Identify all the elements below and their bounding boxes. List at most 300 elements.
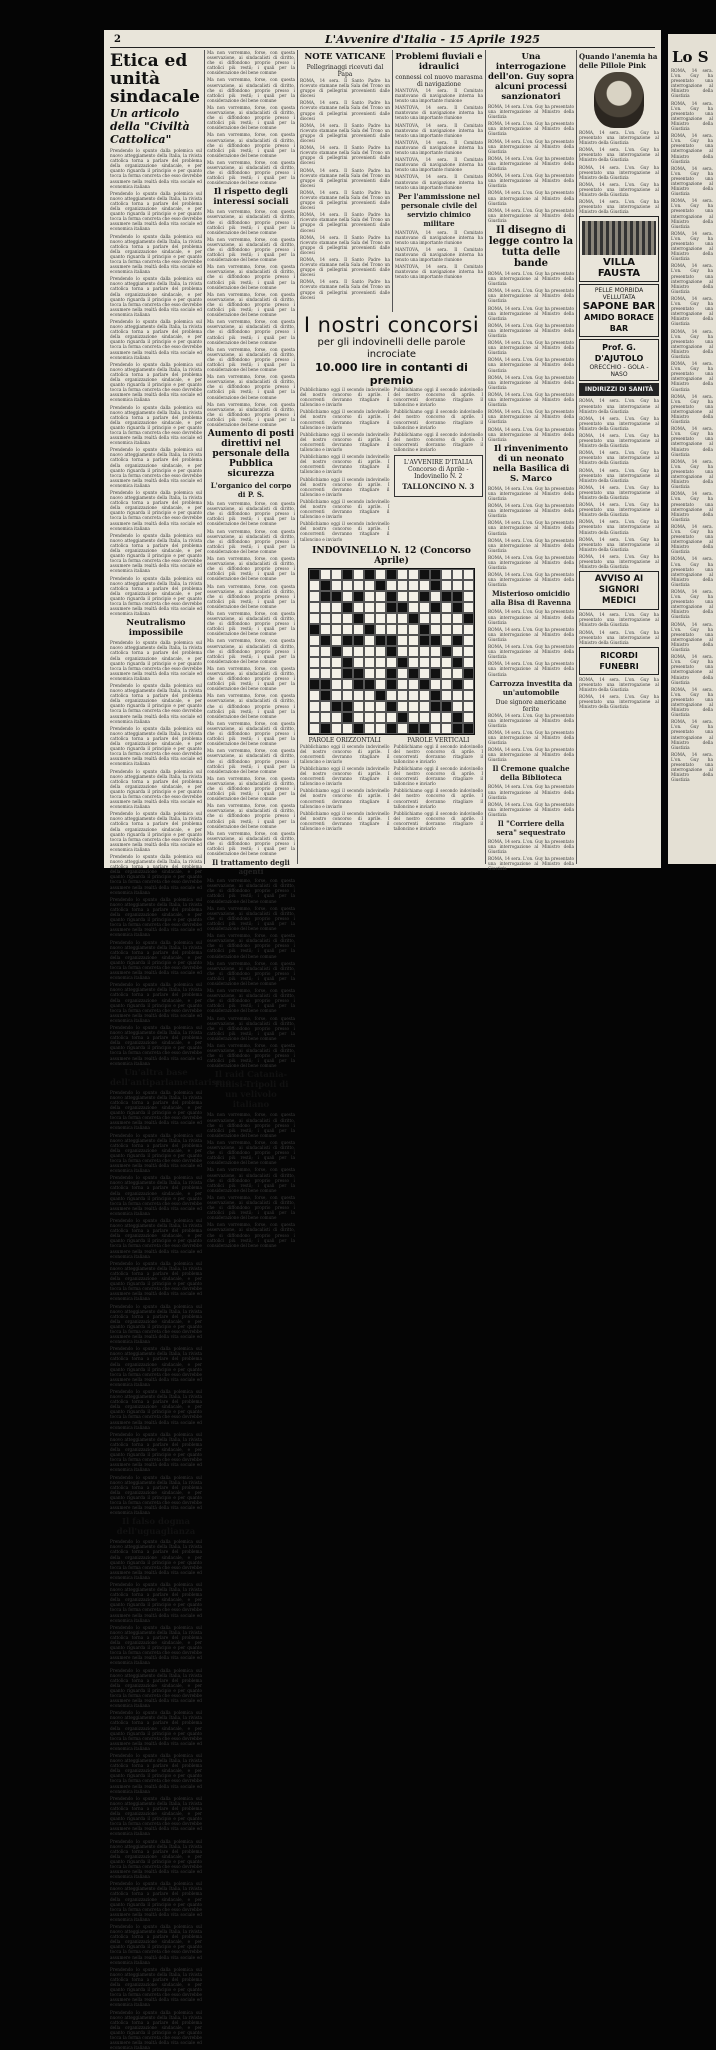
section-heading: Il rinvenimento di un neonato nella Basilica di S. Marco <box>488 444 574 484</box>
body-text: ROMA, 14 sera. L'on. Guy ha presentato una interrogazione al Ministro della Giustizia <box>579 199 659 214</box>
crossword-black-cell <box>342 657 353 668</box>
crossword-cell <box>441 624 452 635</box>
crossword-black-cell <box>397 657 408 668</box>
body-text: Prendendo lo spunto dalla polemica sul nuovo atteggiamento della Italia, la rivista cattolica torna a parlare del problema della organizzazione sindacale, e per quanto riguarda il principio e per quanto tocca la forma concreta che esso dovrebbe assumere nella realtà della vita sociale ed economica italiana <box>110 769 202 810</box>
crossword-cell <box>397 701 408 712</box>
crossword-black-cell <box>386 569 397 580</box>
body-text: ROMA, 14 sera. L'on. Guy ha presentato una interrogazione al Ministro della Giustizia <box>488 856 574 871</box>
body-text: Prendendo lo spunto dalla polemica sul nuovo atteggiamento della Italia, la rivista cattolica torna a parlare del problema della organizzazione sindacale, e per quanto riguarda il principio e per quanto tocca la forma concreta che esso dovrebbe assumere nella realtà della vita sociale ed economica italiana <box>110 1796 202 1837</box>
section-subheading: Due signore americane ferite <box>488 699 574 713</box>
body-text: ROMA, 14 sera. Il Santo Padre ha ricevuto stamane nella Sala del Trono un gruppo di pellegrini provenienti dalle diocesi <box>300 168 390 188</box>
body-text: Pubblichiamo oggi il secondo indovinello del nostro concorso di aprile. I concorrenti dovranno ritagliare il talloncino e inviarlo <box>394 432 484 452</box>
body-text: Ma non vorremmo, forse, con questa osservazione, ai sindacalisti di diritto, che si diffondono proprio presso i cattolici più restii; i quali per la considerazione del bene comune <box>207 611 295 636</box>
body-text: Pubblichiamo oggi il secondo indovinello del nostro concorso di aprile. I concorrenti dovranno ritagliare il talloncino e inviarlo <box>394 744 484 764</box>
crossword-cell <box>375 602 386 613</box>
body-text: Pubblichiamo oggi il secondo indovinello del nostro concorso di aprile. I concorrenti dovranno ritagliare il talloncino e inviarlo <box>300 387 390 407</box>
body-text: Prendendo lo spunto dalla polemica sul nuovo atteggiamento della Italia, la rivista cattolica torna a parlare del problema della organizzazione sindacale, e per quanto riguarda il principio e per quanto tocca la forma concreta che esso dovrebbe assumere nella realtà della vita sociale ed economica italiana <box>110 447 202 488</box>
crossword-cell <box>441 569 452 580</box>
body-text: ROMA, 14 sera. L'on. Guy ha presentato una interrogazione al Ministro della Giustizia <box>488 156 574 171</box>
body-text: Prendendo lo spunto dalla polemica sul nuovo atteggiamento della Italia, la rivista cattolica torna a parlare del problema della organizzazione sindacale, e per quanto riguarda il principio e per quanto tocca la forma concreta che esso dovrebbe assumere nella realtà della vita sociale ed economica italiana <box>110 982 202 1023</box>
crossword-cell <box>419 701 430 712</box>
crossword-black-cell <box>353 635 364 646</box>
body-text: ROMA, 14 sera. Il Santo Padre ha ricevuto stamane nella Sala del Trono un gruppo di pellegrini provenienti dalle diocesi <box>300 123 390 143</box>
indirizzi-title: INDIRIZZI DI SANITÀ <box>582 386 656 393</box>
body-text: ROMA, 14 sera. L'on. Guy ha presentato una interrogazione al Ministro della Giustizia <box>488 392 574 407</box>
crossword-black-cell <box>419 591 430 602</box>
body-text: Prendendo lo spunto dalla polemica sul nuovo atteggiamento della Italia, la rivista cattolica torna a parlare del problema della organizzazione sindacale, e per quanto riguarda il principio e per quanto tocca la forma concreta che esso dovrebbe assumere nella realtà della vita sociale ed economica italiana <box>110 897 202 938</box>
crossword-black-cell <box>397 602 408 613</box>
crossword-cell <box>463 580 474 591</box>
body-text: ROMA, 14 sera. L'on. Guy ha presentato una interrogazione al Ministro della Giustizia <box>579 416 659 431</box>
body-text: Prendendo lo spunto dalla polemica sul nuovo atteggiamento della Italia, la rivista cattolica torna a parlare del problema della organizzazione sindacale, e per quanto riguarda il principio e per quanto tocca la forma concreta che esso dovrebbe assumere nella realtà della vita sociale ed economica italiana <box>110 2010 202 2050</box>
body-text: Ma non vorremmo, forse, con questa osservazione, ai sindacalisti di diritto, che si diffondono proprio presso i cattolici più restii; i quali per la considerazione del bene comune <box>207 831 295 856</box>
body-text: Pubblichiamo oggi il secondo indovinello del nostro concorso di aprile. I concorrenti dovranno ritagliare il talloncino e inviarlo <box>300 432 390 452</box>
crossword-black-cell <box>463 668 474 679</box>
crossword-cell <box>342 624 353 635</box>
crossword-cell <box>320 613 331 624</box>
body-text: Prendendo lo spunto dalla polemica sul nuovo atteggiamento della Italia, la rivista cattolica torna a parlare del problema della organizzazione sindacale, e per quanto riguarda il principio e per quanto tocca la forma concreta che esso dovrebbe assumere nella realtà della vita sociale ed economica italiana <box>110 576 202 617</box>
crossword-cell <box>441 580 452 591</box>
crossword-cell <box>342 591 353 602</box>
body-text: Ma non vorremmo, forse, con questa osservazione, ai sindacalisti di diritto, che si diffondono proprio presso i cattolici più restii; i quali per la considerazione del bene comune <box>207 1195 295 1220</box>
body-text: Prendendo lo spunto dalla polemica sul nuovo atteggiamento della Italia, la rivista cattolica torna a parlare del problema della organizzazione sindacale, e per quanto riguarda il principio e per quanto tocca la forma concreta che esso dovrebbe assumere nella realtà della vita sociale ed economica italiana <box>110 1432 202 1473</box>
body-text: Prendendo lo spunto dalla polemica sul nuovo atteggiamento della Italia, la rivista cattolica torna a parlare del problema della organizzazione sindacale, e per quanto riguarda il principio e per quanto tocca la forma concreta che esso dovrebbe assumere nella realtà della vita sociale ed economica italiana <box>110 1346 202 1387</box>
crossword-cell <box>309 591 320 602</box>
crossword-black-cell <box>309 624 320 635</box>
crossword-cell <box>452 701 463 712</box>
ad-avviso <box>579 571 659 610</box>
section-heading: Il disegno di legge contro la tutta delle bande <box>488 225 574 269</box>
crossword-cell <box>452 580 463 591</box>
body-text: Prendendo lo spunto dalla polemica sul nuovo atteggiamento della Italia, la rivista cattolica torna a parlare del problema della organizzazione sindacale, e per quanto riguarda il principio e per quanto tocca la forma concreta che esso dovrebbe assumere nella realtà della vita sociale ed economica italiana <box>110 1218 202 1259</box>
crossword-cell <box>320 624 331 635</box>
crossword-cell <box>364 701 375 712</box>
body-text: ROMA, 14 sera. L'on. Guy ha presentato una interrogazione al Ministro della Giustizia <box>671 68 713 99</box>
crossword-cell <box>463 635 474 646</box>
crossword-cell <box>375 591 386 602</box>
body-text: ROMA, 14 sera. Il Santo Padre ha ricevuto stamane nella Sala del Trono un gruppo di pellegrini provenienti dalle diocesi <box>300 145 390 165</box>
crossword-black-cell <box>386 646 397 657</box>
crossword-cell <box>375 624 386 635</box>
crossword-black-cell <box>364 679 375 690</box>
body-text: ROMA, 14 sera. Il Santo Padre ha ricevuto stamane nella Sala del Trono un gruppo di pellegrini provenienti dalle diocesi <box>300 100 390 120</box>
body-text: Prendendo lo spunto dalla polemica sul nuovo atteggiamento della Italia, la rivista cattolica torna a parlare del problema della organizzazione sindacale, e per quanto riguarda il principio e per quanto tocca la forma concreta che esso dovrebbe assumere nella realtà della vita sociale ed economica italiana <box>110 1710 202 1751</box>
crossword-cell <box>408 569 419 580</box>
body-text: ROMA, 14 sera. L'on. Guy ha presentato una interrogazione al Ministro della Giustizia <box>671 491 713 522</box>
body-text: ROMA, 14 sera. L'on. Guy ha presentato una interrogazione al Ministro della Giustizia <box>579 468 659 483</box>
crossword-black-cell <box>331 591 342 602</box>
body-text: Prendendo lo spunto dalla polemica sul nuovo atteggiamento della Italia, la rivista cattolica torna a parlare del problema della organizzazione sindacale, e per quanto riguarda il principio e per quanto tocca la forma concreta che esso dovrebbe assumere nella realtà della vita sociale ed economica italiana <box>110 1625 202 1666</box>
body-text: ROMA, 14 sera. Il Santo Padre ha ricevuto stamane nella Sala del Trono un gruppo di pellegrini provenienti dalle diocesi <box>300 78 390 98</box>
portrait-image <box>594 72 644 128</box>
crossword-cell <box>331 635 342 646</box>
crossword-black-cell <box>430 580 441 591</box>
body-text: ROMA, 14 sera. Il Santo Padre ha ricevuto stamane nella Sala del Trono un gruppo di pellegrini provenienti dalle diocesi <box>300 235 390 255</box>
crossword-cell <box>397 569 408 580</box>
main-subheadline: Un articolo della "Civiltà Cattolica" <box>110 107 202 146</box>
body-text: ROMA, 14 sera. L'on. Guy ha presentato una interrogazione al Ministro della Giustizia <box>671 361 713 392</box>
crossword-cell <box>419 580 430 591</box>
body-text: Prendendo lo spunto dalla polemica sul nuovo atteggiamento della Italia, la rivista cattolica torna a parlare del problema della organizzazione sindacale, e per quanto riguarda il principio e per quanto tocca la forma concreta che esso dovrebbe assumere nella realtà della vita sociale ed economica italiana <box>110 1175 202 1216</box>
body-text: Ma non vorremmo, forse, con questa osservazione, ai sindacalisti di diritto, che si diffondono proprio presso i cattolici più restii; i quali per la considerazione del bene comune <box>207 347 295 372</box>
body-text: MANTOVA, 14 sera. Il Comitato mantovano di navigazione interna ha tenuto una importante riunione <box>395 174 483 189</box>
crossword-cell <box>309 646 320 657</box>
crossword-black-cell <box>342 602 353 613</box>
crossword-black-cell <box>408 723 419 734</box>
crossword-grid <box>308 568 475 735</box>
crossword-black-cell <box>320 635 331 646</box>
body-text: Prendendo lo spunto dalla polemica sul nuovo atteggiamento della Italia, la rivista cattolica torna a parlare del problema della organizzazione sindacale, e per quanto riguarda il principio e per quanto tocca la forma concreta che esso dovrebbe assumere nella realtà della vita sociale ed economica italiana <box>110 319 202 360</box>
crossword-cell <box>397 668 408 679</box>
body-text: Prendendo lo spunto dalla polemica sul nuovo atteggiamento della Italia, la rivista cattolica torna a parlare del problema della organizzazione sindacale, e per quanto riguarda il principio e per quanto tocca la forma concreta che esso dovrebbe assumere nella realtà della vita sociale ed economica italiana <box>110 1133 202 1174</box>
body-text: Ma non vorremmo, forse, con questa osservazione, ai sindacalisti di diritto, che si diffondono proprio presso i cattolici più restii; i quali per la considerazione del bene comune <box>207 160 295 185</box>
ricordi-title: RICORDI FUNEBRI <box>582 650 656 672</box>
crossword-black-cell <box>386 602 397 613</box>
crossword-black-cell <box>452 712 463 723</box>
clue-header: PAROLE VERTICALI <box>394 737 484 744</box>
body-text: Ma non vorremmo, forse, con questa osservazione, ai sindacalisti di diritto, che si diffondono proprio presso i cattolici più restii; i quali per la considerazione del bene comune <box>207 105 295 130</box>
crossword-cell <box>441 668 452 679</box>
crossword-black-cell <box>430 569 441 580</box>
coupon[interactable] <box>394 455 484 497</box>
body-text: ROMA, 14 sera. L'on. Guy ha presentato una interrogazione al Ministro della Giustizia <box>488 555 574 570</box>
newspaper-page <box>104 30 661 868</box>
body-text: ROMA, 14 sera. L'on. Guy ha presentato una interrogazione al Ministro della Giustizia <box>488 306 574 321</box>
ad-indirizzi <box>579 383 659 396</box>
crossword-cell <box>320 602 331 613</box>
crossword-cell <box>408 701 419 712</box>
crossword-cell <box>309 635 320 646</box>
villa-name: VILLA FAUSTA <box>582 257 656 279</box>
crossword-black-cell <box>320 591 331 602</box>
body-text: Prendendo lo spunto dalla polemica sul nuovo atteggiamento della Italia, la rivista cattolica torna a parlare del problema della organizzazione sindacale, e per quanto riguarda il principio e per quanto tocca la forma concreta che esso dovrebbe assumere nella realtà della vita sociale ed economica italiana <box>110 533 202 574</box>
crossword-black-cell <box>353 613 364 624</box>
crossword-cell <box>386 712 397 723</box>
crossword-black-cell <box>309 569 320 580</box>
crossword-cell <box>331 690 342 701</box>
body-text: Ma non vorremmo, forse, con questa osservazione, ai sindacalisti di diritto, che si diffondono proprio presso i cattolici più restii; i quali per la considerazione del bene comune <box>207 1112 295 1137</box>
crossword-cell <box>320 701 331 712</box>
crossword-black-cell <box>441 646 452 657</box>
body-text: Ma non vorremmo, forse, con questa osservazione, ai sindacalisti di diritto, che si diffondono proprio presso i cattolici più restii; i quali per la considerazione del bene comune <box>207 584 295 609</box>
body-text: Pubblichiamo oggi il secondo indovinello del nostro concorso di aprile. I concorrenti dovranno ritagliare il talloncino e inviarlo <box>300 499 390 519</box>
section-heading: Aumento di posti direttivi nel personale della Pubblica sicurezza <box>207 429 295 479</box>
body-text: Prendendo lo spunto dalla polemica sul nuovo atteggiamento della Italia, la rivista cattolica torna a parlare del problema della organizzazione sindacale, e per quanto riguarda il principio e per quanto tocca la forma concreta che esso dovrebbe assumere nella realtà della vita sociale ed economica italiana <box>110 854 202 895</box>
crossword-cell <box>419 657 430 668</box>
section-heading: Il Cremone qualche della Biblioteca <box>488 764 574 782</box>
crossword-cell <box>408 580 419 591</box>
crossword-cell <box>375 712 386 723</box>
body-text: ROMA, 14 sera. L'on. Guy ha presentato una interrogazione al Ministro della Giustizia <box>488 503 574 518</box>
column-1 <box>110 50 202 864</box>
body-text: MANTOVA, 14 sera. Il Comitato mantovano di navigazione interna ha tenuto una importante riunione <box>395 88 483 103</box>
section-heading: Il trattamento degli agenti <box>207 858 295 876</box>
body-text: ROMA, 14 sera. L'on. Guy ha presentato una interrogazione al Ministro della Giustizia <box>671 524 713 555</box>
section-heading: Il rispetto degli interessi sociali <box>207 187 295 207</box>
crossword-cell <box>386 657 397 668</box>
body-text: ROMA, 14 sera. L'on. Guy ha presentato una interrogazione al Ministro della Giustizia <box>488 661 574 676</box>
body-text: ROMA, 14 sera. L'on. Guy ha presentato una interrogazione al Ministro della Giustizia <box>671 752 713 783</box>
crossword-cell <box>309 668 320 679</box>
body-text: ROMA, 14 sera. L'on. Guy ha presentato una interrogazione al Ministro della Giustizia <box>671 589 713 620</box>
crossword-cell <box>331 679 342 690</box>
crossword-cell <box>408 591 419 602</box>
crossword-black-cell <box>309 679 320 690</box>
body-text: ROMA, 14 sera. L'on. Guy ha presentato una interrogazione al Ministro della Giustizia <box>488 486 574 501</box>
crossword-cell <box>463 679 474 690</box>
crossword-cell <box>364 712 375 723</box>
body-text: ROMA, 14 sera. L'on. Guy ha presentato una interrogazione al Ministro della Giustizia <box>579 433 659 448</box>
body-text: Ma non vorremmo, forse, con questa osservazione, ai sindacalisti di diritto, che si diffondono proprio presso i cattolici più restii; i quali per la considerazione del bene comune <box>207 988 295 1013</box>
crossword-black-cell <box>419 635 430 646</box>
crossword-cell <box>408 712 419 723</box>
body-text: ROMA, 14 sera. L'on. Guy ha presentato una interrogazione al Ministro della Giustizia <box>671 719 713 750</box>
crossword-cell <box>408 602 419 613</box>
crossword-black-cell <box>430 701 441 712</box>
crossword-cell <box>353 569 364 580</box>
crossword-cell <box>452 646 463 657</box>
crossword-black-cell <box>320 679 331 690</box>
body-text: ROMA, 14 sera. L'on. Guy ha presentato una interrogazione al Ministro della Giustizia <box>488 121 574 136</box>
body-text: ROMA, 14 sera. L'on. Guy ha presentato una interrogazione al Ministro della Giustizia <box>488 288 574 303</box>
crossword-cell <box>430 646 441 657</box>
contest-title: I nostri concorsi <box>300 314 483 337</box>
crossword-cell <box>386 580 397 591</box>
crossword-black-cell <box>353 668 364 679</box>
crossword-cell <box>397 613 408 624</box>
crossword-black-cell <box>342 569 353 580</box>
crossword-cell <box>463 690 474 701</box>
crossword-black-cell <box>364 569 375 580</box>
crossword-cell <box>430 657 441 668</box>
body-text: ROMA, 14 sera. L'on. Guy ha presentato una interrogazione al Ministro della Giustizia <box>579 130 659 145</box>
body-text: Ma non vorremmo, forse, con questa osservazione, ai sindacalisti di diritto, che si diffondono proprio presso i cattolici più restii; i quali per la considerazione del bene comune <box>207 237 295 262</box>
body-text: ROMA, 14 sera. L'on. Guy ha presentato una interrogazione al Ministro della Giustizia <box>579 694 659 709</box>
body-text: Ma non vorremmo, forse, con questa osservazione, ai sindacalisti di diritto, che si diffondono proprio presso i cattolici più restii; i quali per la considerazione del bene comune <box>207 878 295 903</box>
crossword-cell <box>386 624 397 635</box>
crossword-cell <box>364 668 375 679</box>
column-rule <box>392 50 393 312</box>
crossword-black-cell <box>419 624 430 635</box>
crossword-cell <box>331 580 342 591</box>
crossword-black-cell <box>419 569 430 580</box>
body-text: ROMA, 14 sera. L'on. Guy ha presentato una interrogazione al Ministro della Giustizia <box>488 713 574 728</box>
puzzle-clues <box>300 737 483 834</box>
body-text: ROMA, 14 sera. L'on. Guy ha presentato una interrogazione al Ministro della Giustizia <box>579 554 659 569</box>
body-text: ROMA, 14 sera. L'on. Guy ha presentato una interrogazione al Ministro della Giustizia <box>488 839 574 854</box>
body-text: ROMA, 14 sera. L'on. Guy ha presentato una interrogazione al Ministro della Giustizia <box>579 677 659 692</box>
body-text: ROMA, 14 sera. L'on. Guy ha presentato una interrogazione al Ministro della Giustizia <box>671 654 713 685</box>
crossword-cell <box>331 712 342 723</box>
crossword-cell <box>419 712 430 723</box>
crossword-black-cell <box>386 723 397 734</box>
body-text: Ma non vorremmo, forse, con questa osservazione, ai sindacalisti di diritto, che si diffondono proprio presso i cattolici più restii; i quali per la considerazione del bene comune <box>207 803 295 828</box>
ad-headline: Quando l'anemia ha delle Pillole Pink <box>579 52 659 70</box>
body-text: Ma non vorremmo, forse, con questa osservazione, ai sindacalisti di diritto, che si diffondono proprio presso i cattolici più restii; i quali per la considerazione del bene comune <box>207 1043 295 1068</box>
body-text: MANTOVA, 14 sera. Il Comitato mantovano di navigazione interna ha tenuto una importante riunione <box>395 247 483 262</box>
body-text: Ma non vorremmo, forse, con questa osservazione, ai sindacalisti di diritto, che si diffondono proprio presso i cattolici più restii; i quali per la considerazione del bene comune <box>207 1222 295 1247</box>
crossword-cell <box>375 701 386 712</box>
crossword-cell <box>364 646 375 657</box>
body-text: Prendendo lo spunto dalla polemica sul nuovo atteggiamento della Italia, la rivista cattolica torna a parlare del problema della organizzazione sindacale, e per quanto riguarda il principio e per quanto tocca la forma concreta che esso dovrebbe assumere nella realtà della vita sociale ed economica italiana <box>110 234 202 275</box>
body-text: ROMA, 14 sera. L'on. Guy ha presentato una interrogazione al Ministro della Giustizia <box>671 687 713 718</box>
contest-subtitle: per gli indovinelli delle parole incrociate <box>300 337 483 361</box>
body-text: Ma non vorremmo, forse, con questa osservazione, ai sindacalisti di diritto, che si diffondono proprio presso i cattolici più restii; i quali per la considerazione del bene comune <box>207 50 295 75</box>
body-text: Ma non vorremmo, forse, con questa osservazione, ai sindacalisti di diritto, che si diffondono proprio presso i cattolici più restii; i quali per la considerazione del bene comune <box>207 638 295 663</box>
body-text: Ma non vorremmo, forse, con questa osservazione, ai sindacalisti di diritto, che si diffondono proprio presso i cattolici più restii; i quali per la considerazione del bene comune <box>207 748 295 773</box>
crossword-black-cell <box>397 712 408 723</box>
section-heading: L'organico del corpo di P. S. <box>207 481 295 499</box>
crossword-cell <box>430 624 441 635</box>
body-text: Prendendo lo spunto dalla polemica sul nuovo atteggiamento della Italia, la rivista cattolica torna a parlare del problema della organizzazione sindacale, e per quanto riguarda il principio e per quanto tocca la forma concreta che esso dovrebbe assumere nella realtà della vita sociale ed economica italiana <box>110 148 202 189</box>
column-rule <box>485 50 486 864</box>
crossword-cell <box>430 613 441 624</box>
body-text: Prendendo lo spunto dalla polemica sul nuovo atteggiamento della Italia, la rivista cattolica torna a parlare del problema della organizzazione sindacale, e per quanto riguarda il principio e per quanto tocca la forma concreta che esso dovrebbe assumere nella realtà della vita sociale ed economica italiana <box>110 1475 202 1516</box>
body-text: Pubblichiamo oggi il secondo indovinello del nostro concorso di aprile. I concorrenti dovranno ritagliare il talloncino e inviarlo <box>300 744 390 764</box>
crossword-black-cell <box>452 679 463 690</box>
crossword-cell <box>364 635 375 646</box>
body-text: ROMA, 14 sera. L'on. Guy ha presentato una interrogazione al Ministro della Giustizia <box>488 139 574 154</box>
body-text: Ma non vorremmo, forse, con questa osservazione, ai sindacalisti di diritto, che si diffondono proprio presso i cattolici più restii; i quali per la considerazione del bene comune <box>207 1167 295 1192</box>
body-text: Ma non vorremmo, forse, con questa osservazione, ai sindacalisti di diritto, che si diffondono proprio presso i cattolici più restii; i quali per la considerazione del bene comune <box>207 292 295 317</box>
body-text: ROMA, 14 sera. Il Santo Padre ha ricevuto stamane nella Sala del Trono un gruppo di pellegrini provenienti dalle diocesi <box>300 279 390 299</box>
crossword-cell <box>364 591 375 602</box>
body-text: Ma non vorremmo, forse, con questa osservazione, ai sindacalisti di diritto, che si diffondono proprio presso i cattolici più restii; i quali per la considerazione del bene comune <box>207 319 295 344</box>
page-number: 2 <box>114 34 121 45</box>
crossword-cell <box>353 580 364 591</box>
crossword-cell <box>320 712 331 723</box>
crossword-cell <box>353 624 364 635</box>
crossword-cell <box>375 668 386 679</box>
crossword-cell <box>463 624 474 635</box>
body-text: MANTOVA, 14 sera. Il Comitato mantovano di navigazione interna ha tenuto una importante riunione <box>395 105 483 120</box>
body-text: Pubblichiamo oggi il secondo indovinello del nostro concorso di aprile. I concorrenti dovranno ritagliare il talloncino e inviarlo <box>394 811 484 831</box>
crossword-cell <box>463 701 474 712</box>
clue-header: PAROLE ORIZZONTALI <box>300 737 390 744</box>
crossword-black-cell <box>342 701 353 712</box>
body-text: ROMA, 14 sera. L'on. Guy ha presentato una interrogazione al Ministro della Giustizia <box>488 340 574 355</box>
crossword-black-cell <box>430 668 441 679</box>
crossword-cell <box>375 613 386 624</box>
crossword-cell <box>309 701 320 712</box>
body-text: Ma non vorremmo, forse, con questa osservazione, ai sindacalisti di diritto, che si diffondono proprio presso i cattolici più restii; i quali per la considerazione del bene comune <box>207 529 295 554</box>
crossword-cell <box>386 690 397 701</box>
body-text: Pubblichiamo oggi il secondo indovinello del nostro concorso di aprile. I concorrenti dovranno ritagliare il talloncino e inviarlo <box>394 387 484 407</box>
body-text: ROMA, 14 sera. L'on. Guy ha presentato una interrogazione al Ministro della Giustizia <box>579 165 659 180</box>
crossword-black-cell <box>430 635 441 646</box>
body-text: ROMA, 14 sera. L'on. Guy ha presentato una interrogazione al Ministro della Giustizia <box>488 609 574 624</box>
crossword-cell <box>452 624 463 635</box>
perle-name: PELLE MORBIDA VELLUTATA <box>582 287 656 301</box>
crossword-black-cell <box>386 701 397 712</box>
body-text: ROMA, 14 sera. L'on. Guy ha presentato una interrogazione al Ministro della Giustizia <box>488 520 574 535</box>
body-text: ROMA, 14 sera. L'on. Guy ha presentato una interrogazione al Ministro della Giustizia <box>579 612 659 627</box>
contest-prize: 10.000 lire in contanti di premio <box>300 361 483 387</box>
crossword-black-cell <box>342 712 353 723</box>
crossword-cell <box>463 591 474 602</box>
ads-column <box>579 50 659 864</box>
body-text: ROMA, 14 sera. L'on. Guy ha presentato una interrogazione al Ministro della Giustizia <box>488 271 574 286</box>
crossword-cell <box>342 613 353 624</box>
body-text: Prendendo lo spunto dalla polemica sul nuovo atteggiamento della Italia, la rivista cattolica torna a parlare del problema della organizzazione sindacale, e per quanto riguarda il principio e per quanto tocca la forma concreta che esso dovrebbe assumere nella realtà della vita sociale ed economica italiana <box>110 191 202 232</box>
body-text: ROMA, 14 sera. L'on. Guy ha presentato una interrogazione al Ministro della Giustizia <box>671 296 713 327</box>
body-text: Ma non vorremmo, forse, con questa osservazione, ai sindacalisti di diritto, che si diffondono proprio presso i cattolici più restii; i quali per la considerazione del bene comune <box>207 132 295 157</box>
puzzle-title: INDOVINELLO N. 12 (Concorso Aprile) <box>300 546 483 566</box>
body-text: Prendendo lo spunto dalla polemica sul nuovo atteggiamento della Italia, la rivista cattolica torna a parlare del problema della organizzazione sindacale, e per quanto riguarda il principio e per quanto tocca la forma concreta che esso dovrebbe assumere nella realtà della vita sociale ed economica italiana <box>110 683 202 724</box>
crossword-black-cell <box>408 613 419 624</box>
crossword-black-cell <box>452 635 463 646</box>
crossword-cell <box>463 569 474 580</box>
column-rule <box>204 50 205 864</box>
crossword-cell <box>408 646 419 657</box>
body-text: Ma non vorremmo, forse, con questa osservazione, ai sindacalisti di diritto, che si diffondono proprio presso i cattolici più restii; i quali per la considerazione del bene comune <box>207 77 295 102</box>
body-text: Ma non vorremmo, forse, con questa osservazione, ai sindacalisti di diritto, che si diffondono proprio presso i cattolici più restii; i quali per la considerazione del bene comune <box>207 209 295 234</box>
crossword-cell <box>419 690 430 701</box>
crossword-cell <box>364 602 375 613</box>
masthead <box>110 33 655 48</box>
body-text: ROMA, 14 sera. L'on. Guy ha presentato una interrogazione al Ministro della Giustizia <box>671 166 713 197</box>
section-heading: Problemi fluviali e idraulici <box>395 52 483 72</box>
crossword-cell <box>375 657 386 668</box>
crossword-cell <box>408 635 419 646</box>
crossword-cell <box>463 602 474 613</box>
crossword-black-cell <box>419 679 430 690</box>
section-heading: Una interrogazione dell'on. Guy sopra alcuni processi sanzionatori <box>488 52 574 102</box>
body-text: Ma non vorremmo, forse, con questa osservazione, ai sindacalisti di diritto, che si diffondono proprio presso i cattolici più restii; i quali per la considerazione del bene comune <box>207 374 295 399</box>
crossword-cell <box>342 646 353 657</box>
crossword-black-cell <box>408 668 419 679</box>
crossword-cell <box>331 569 342 580</box>
crossword-black-cell <box>386 591 397 602</box>
crossword-black-cell <box>452 591 463 602</box>
crossword-cell <box>364 690 375 701</box>
crossword-cell <box>419 646 430 657</box>
crossword-cell <box>353 646 364 657</box>
crossword-black-cell <box>452 657 463 668</box>
section-heading: Carrozza investita da un'automobile <box>488 679 574 697</box>
crossword-cell <box>364 613 375 624</box>
body-text: ROMA, 14 sera. L'on. Guy ha presentato una interrogazione al Ministro della Giustizia <box>579 450 659 465</box>
body-text: Prendendo lo spunto dalla polemica sul nuovo atteggiamento della Italia, la rivista cattolica torna a parlare del problema della organizzazione sindacale, e per quanto riguarda il principio e per quanto tocca la forma concreta che esso dovrebbe assumere nella realtà della vita sociale ed economica italiana <box>110 362 202 403</box>
body-text: Ma non vorremmo, forse, con questa osservazione, ai sindacalisti di diritto, che si diffondono proprio presso i cattolici più restii; i quali per la considerazione del bene comune <box>207 501 295 526</box>
crossword-black-cell <box>364 624 375 635</box>
crossword-cell <box>397 624 408 635</box>
crossword-black-cell <box>353 723 364 734</box>
body-text: Prendendo lo spunto dalla polemica sul nuovo atteggiamento della Italia, la rivista cattolica torna a parlare del problema della organizzazione sindacale, e per quanto riguarda il principio e per quanto tocca la forma concreta che esso dovrebbe assumere nella realtà della vita sociale ed economica italiana <box>110 640 202 681</box>
body-text: ROMA, 14 sera. L'on. Guy ha presentato una interrogazione al Ministro della Giustizia <box>579 630 659 645</box>
body-text: Pubblichiamo oggi il secondo indovinello del nostro concorso di aprile. I concorrenti dovranno ritagliare il talloncino e inviarlo <box>300 409 390 429</box>
crossword-cell <box>364 723 375 734</box>
crossword-black-cell <box>386 679 397 690</box>
body-text: Pubblichiamo oggi il secondo indovinello del nostro concorso di aprile. I concorrenti dovranno ritagliare il talloncino e inviarlo <box>300 788 390 808</box>
crossword-cell <box>309 580 320 591</box>
crossword-black-cell <box>441 591 452 602</box>
crossword-cell <box>397 635 408 646</box>
crossword-cell <box>353 690 364 701</box>
crossword-cell <box>419 602 430 613</box>
body-text: Prendendo lo spunto dalla polemica sul nuovo atteggiamento della Italia, la rivista cattolica torna a parlare del problema della organizzazione sindacale, e per quanto riguarda il principio e per quanto tocca la forma concreta che esso dovrebbe assumere nella realtà della vita sociale ed economica italiana <box>110 1967 202 2008</box>
crossword-cell <box>441 723 452 734</box>
crossword-black-cell <box>375 580 386 591</box>
body-text: Ma non vorremmo, forse, con questa osservazione, ai sindacalisti di diritto, che si diffondono proprio presso i cattolici più restii; i quali per la considerazione del bene comune <box>207 264 295 289</box>
body-text: ROMA, 14 sera. L'on. Guy ha presentato una interrogazione al Ministro della Giustizia <box>579 519 659 534</box>
body-text: Prendendo lo spunto dalla polemica sul nuovo atteggiamento della Italia, la rivista cattolica torna a parlare del problema della organizzazione sindacale, e per quanto riguarda il principio e per quanto tocca la forma concreta che esso dovrebbe assumere nella realtà della vita sociale ed economica italiana <box>110 1261 202 1302</box>
crossword-cell <box>463 657 474 668</box>
crossword-cell <box>375 723 386 734</box>
body-text: Ma non vorremmo, forse, con questa osservazione, ai sindacalisti di diritto, che si diffondono proprio presso i cattolici più restii; i quali per la considerazione del bene comune <box>207 721 295 746</box>
body-text: ROMA, 14 sera. L'on. Guy ha presentato una interrogazione al Ministro della Giustizia <box>671 622 713 653</box>
main-headline: Etica ed unità sindacale <box>110 52 202 106</box>
